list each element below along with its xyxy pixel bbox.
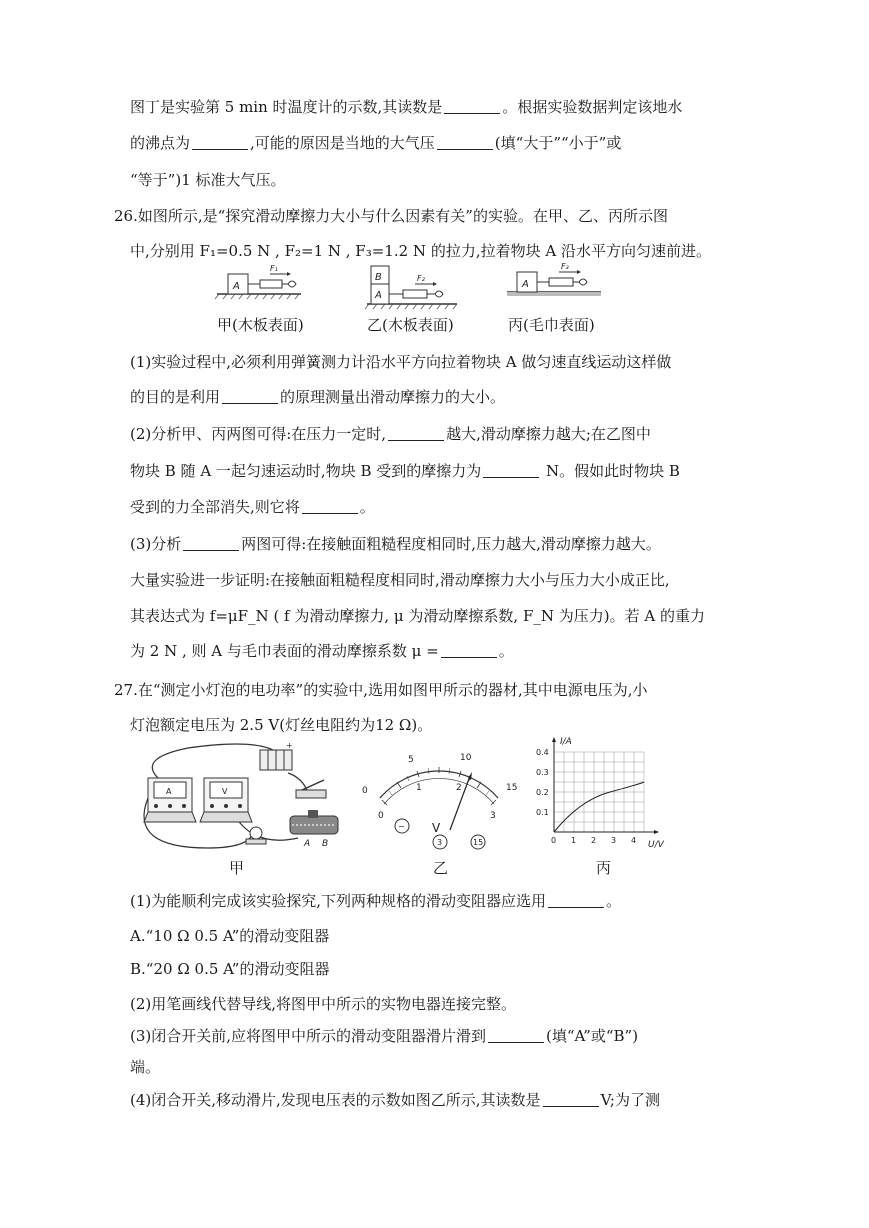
q27-stem-2: 灯泡额定电压为 2.5 V(灯丝电阻约为12 Ω)。	[130, 716, 433, 734]
figure-yi	[365, 266, 457, 309]
graph-xtick: 2	[591, 836, 597, 845]
dial-top-tick: 5	[408, 755, 414, 765]
q26-text: 为 2 N , 则 A 与毛巾表面的滑动摩擦系数 μ =	[130, 642, 439, 660]
force-f1-label: F₁	[270, 264, 278, 273]
q25-text: 图丁是实验第 5 min 时温度计的示数,其读数是	[130, 98, 443, 116]
rheostat-icon	[290, 810, 338, 849]
q26-p2-line-1	[130, 424, 651, 444]
iu-graph	[530, 732, 680, 854]
answer-blank[interactable]	[543, 1092, 599, 1107]
force-f2-label: F₂	[417, 274, 425, 283]
answer-blank[interactable]	[437, 135, 493, 150]
battery-icon	[260, 741, 293, 770]
caption-bing: 丙(毛巾表面)	[508, 316, 595, 334]
terminal-15: 15	[473, 838, 484, 847]
dial-bottom-tick: 3	[490, 811, 496, 821]
figure-bing	[507, 262, 601, 296]
friction-figures	[215, 262, 605, 312]
q26-p2-line-2	[130, 461, 680, 481]
q27-option-a: A.“10 Ω 0.5 A”的滑动变阻器	[130, 927, 330, 945]
q27-text: (填“A”或“B”)	[546, 1027, 639, 1045]
graph-xtick: 4	[631, 836, 637, 845]
graph-ylabel: I/A	[560, 737, 572, 747]
ammeter-icon	[144, 778, 196, 822]
block-b-label: B	[375, 272, 382, 283]
dial-unit: V	[432, 821, 441, 835]
answer-blank[interactable]	[222, 389, 278, 404]
q26-p3-line-1	[130, 534, 661, 554]
iu-curve	[554, 782, 644, 832]
q26-stem-2: 中,分别用 F₁=0.5 N , F₂=1 N , F₃=1.2 N 的拉力,拉着物块 A 沿水平方向匀速前进。	[130, 242, 711, 260]
dial-bottom-tick: 1	[416, 783, 422, 793]
q26-p1-line-1: (1)实验过程中,必须利用弹簧测力计沿水平方向拉着物块 A 做匀速直线运动这样做	[130, 353, 672, 371]
q25-text: 。根据实验数据判定该地水	[502, 98, 683, 116]
q25-text: ,可能的原因是当地的大气压	[250, 134, 435, 152]
q26-text: 受到的力全部消失,则它将	[130, 498, 300, 516]
q27-option-b: B.“20 Ω 0.5 A”的滑动变阻器	[130, 960, 330, 978]
q26-text: 的原理测量出滑动摩擦力的大小。	[280, 388, 506, 406]
q27-p4	[130, 1090, 660, 1110]
answer-blank[interactable]	[444, 99, 500, 114]
circuit-figure	[128, 738, 358, 856]
q27-text: 。	[606, 892, 622, 910]
answer-blank[interactable]	[192, 135, 248, 150]
ammeter-label: A	[166, 787, 172, 796]
answer-blank[interactable]	[441, 643, 497, 658]
q26-text: 。	[359, 498, 375, 516]
q26-text: 。	[498, 642, 514, 660]
q27-text: V;为了测	[600, 1091, 660, 1109]
rheostat-a-label: A	[304, 839, 311, 849]
graph-ytick: 0.3	[536, 768, 549, 777]
answer-blank[interactable]	[183, 536, 239, 551]
caption-jia-27: 甲	[229, 859, 245, 877]
dial-top-tick: 10	[460, 753, 472, 763]
q26-text: 两图可得:在接触面粗糙程度相同时,压力越大,滑动摩擦力越大。	[241, 535, 661, 553]
voltmeter-icon	[200, 778, 252, 822]
caption-yi: 乙(木板表面)	[367, 316, 454, 334]
q26-text: N。假如此时物块 B	[541, 462, 680, 480]
q26-p1-line-2	[130, 387, 505, 407]
dial-bottom-tick: 0	[378, 811, 384, 821]
graph-xtick: 1	[571, 836, 577, 845]
q26-text: 的目的是利用	[130, 388, 221, 406]
q25-text: (填“大于”“小于”或	[494, 134, 622, 152]
terminal-3: 3	[437, 838, 443, 847]
answer-blank[interactable]	[302, 499, 358, 514]
graph-ytick: 0.4	[536, 748, 549, 757]
q25-text: 的沸点为	[130, 134, 191, 152]
caption-jia: 甲(木板表面)	[217, 316, 304, 334]
q26-stem-1: 26.如图所示,是“探究滑动摩擦力大小与什么因素有关”的实验。在甲、乙、丙所示图	[114, 207, 668, 225]
q26-text: (2)分析甲、丙两图可得:在压力一定时,	[130, 425, 387, 443]
q26-text: (3)分析	[130, 535, 182, 553]
q27-p2: (2)用笔画线代替导线,将图甲中所示的实物电器连接完整。	[130, 995, 517, 1013]
q27-p3-end: 端。	[130, 1058, 161, 1076]
graph-xtick: 3	[611, 836, 617, 845]
q26-text: 物块 B 随 A 一起匀速运动时,物块 B 受到的摩擦力为	[130, 462, 482, 480]
q25-line-1	[130, 97, 682, 117]
graph-xtick: 0	[551, 836, 557, 845]
block-a-label: A	[522, 279, 529, 290]
switch-icon	[296, 780, 326, 798]
q26-p2-line-3	[130, 497, 375, 517]
q26-p3-line-4	[130, 641, 514, 661]
q27-text: (4)闭合开关,移动滑片,发现电压表的示数如图乙所示,其读数是	[130, 1091, 541, 1109]
graph-ytick: 0.1	[536, 808, 549, 817]
q26-text: 越大,滑动摩擦力越大;在乙图中	[446, 425, 651, 443]
voltmeter-label: V	[222, 787, 228, 796]
q25-line-2	[130, 133, 621, 153]
force-f3-label: F₃	[561, 262, 569, 271]
answer-blank[interactable]	[388, 426, 444, 441]
voltmeter-dial	[358, 738, 523, 856]
q26-p3-line-2: 大量实验进一步证明:在接触面粗糙程度相同时,滑动摩擦力大小与压力大小成正比,	[130, 571, 670, 589]
q27-text: (3)闭合开关前,应将图甲中所示的滑动变阻器滑片滑到	[130, 1027, 487, 1045]
block-a-label: A	[233, 281, 240, 292]
block-a-label: A	[375, 290, 382, 301]
caption-bing-27: 丙	[596, 859, 612, 877]
svg-text:+: +	[286, 741, 293, 750]
rheostat-b-label: B	[322, 839, 329, 849]
q27-p1	[130, 891, 621, 911]
dial-bottom-tick: 2	[456, 783, 462, 793]
q27-stem-1: 27.在“测定小灯泡的电功率”的实验中,选用如图甲所示的器材,其中电源电压为,小	[114, 681, 648, 699]
terminal-neg: −	[398, 822, 405, 831]
answer-blank[interactable]	[483, 463, 539, 478]
graph-xlabel: U/V	[648, 840, 664, 850]
answer-blank[interactable]	[488, 1028, 544, 1043]
q25-line-3: “等于”)1 标准大气压。	[130, 171, 286, 189]
lamp-icon	[246, 827, 266, 844]
q27-p3	[130, 1026, 638, 1046]
answer-blank[interactable]	[548, 893, 604, 908]
dial-top-tick: 15	[506, 783, 518, 793]
graph-ytick: 0.2	[536, 788, 549, 797]
figure-jia	[215, 264, 301, 299]
q26-p3-line-3: 其表达式为 f=μF_N ( f 为滑动摩擦力, μ 为滑动摩擦系数, F_N 为压力)。若 A 的重力	[130, 607, 705, 625]
caption-yi-27: 乙	[433, 859, 449, 877]
dial-top-zero: 0	[362, 786, 368, 796]
q27-text: (1)为能顺利完成该实验探究,下列两种规格的滑动变阻器应选用	[130, 892, 547, 910]
